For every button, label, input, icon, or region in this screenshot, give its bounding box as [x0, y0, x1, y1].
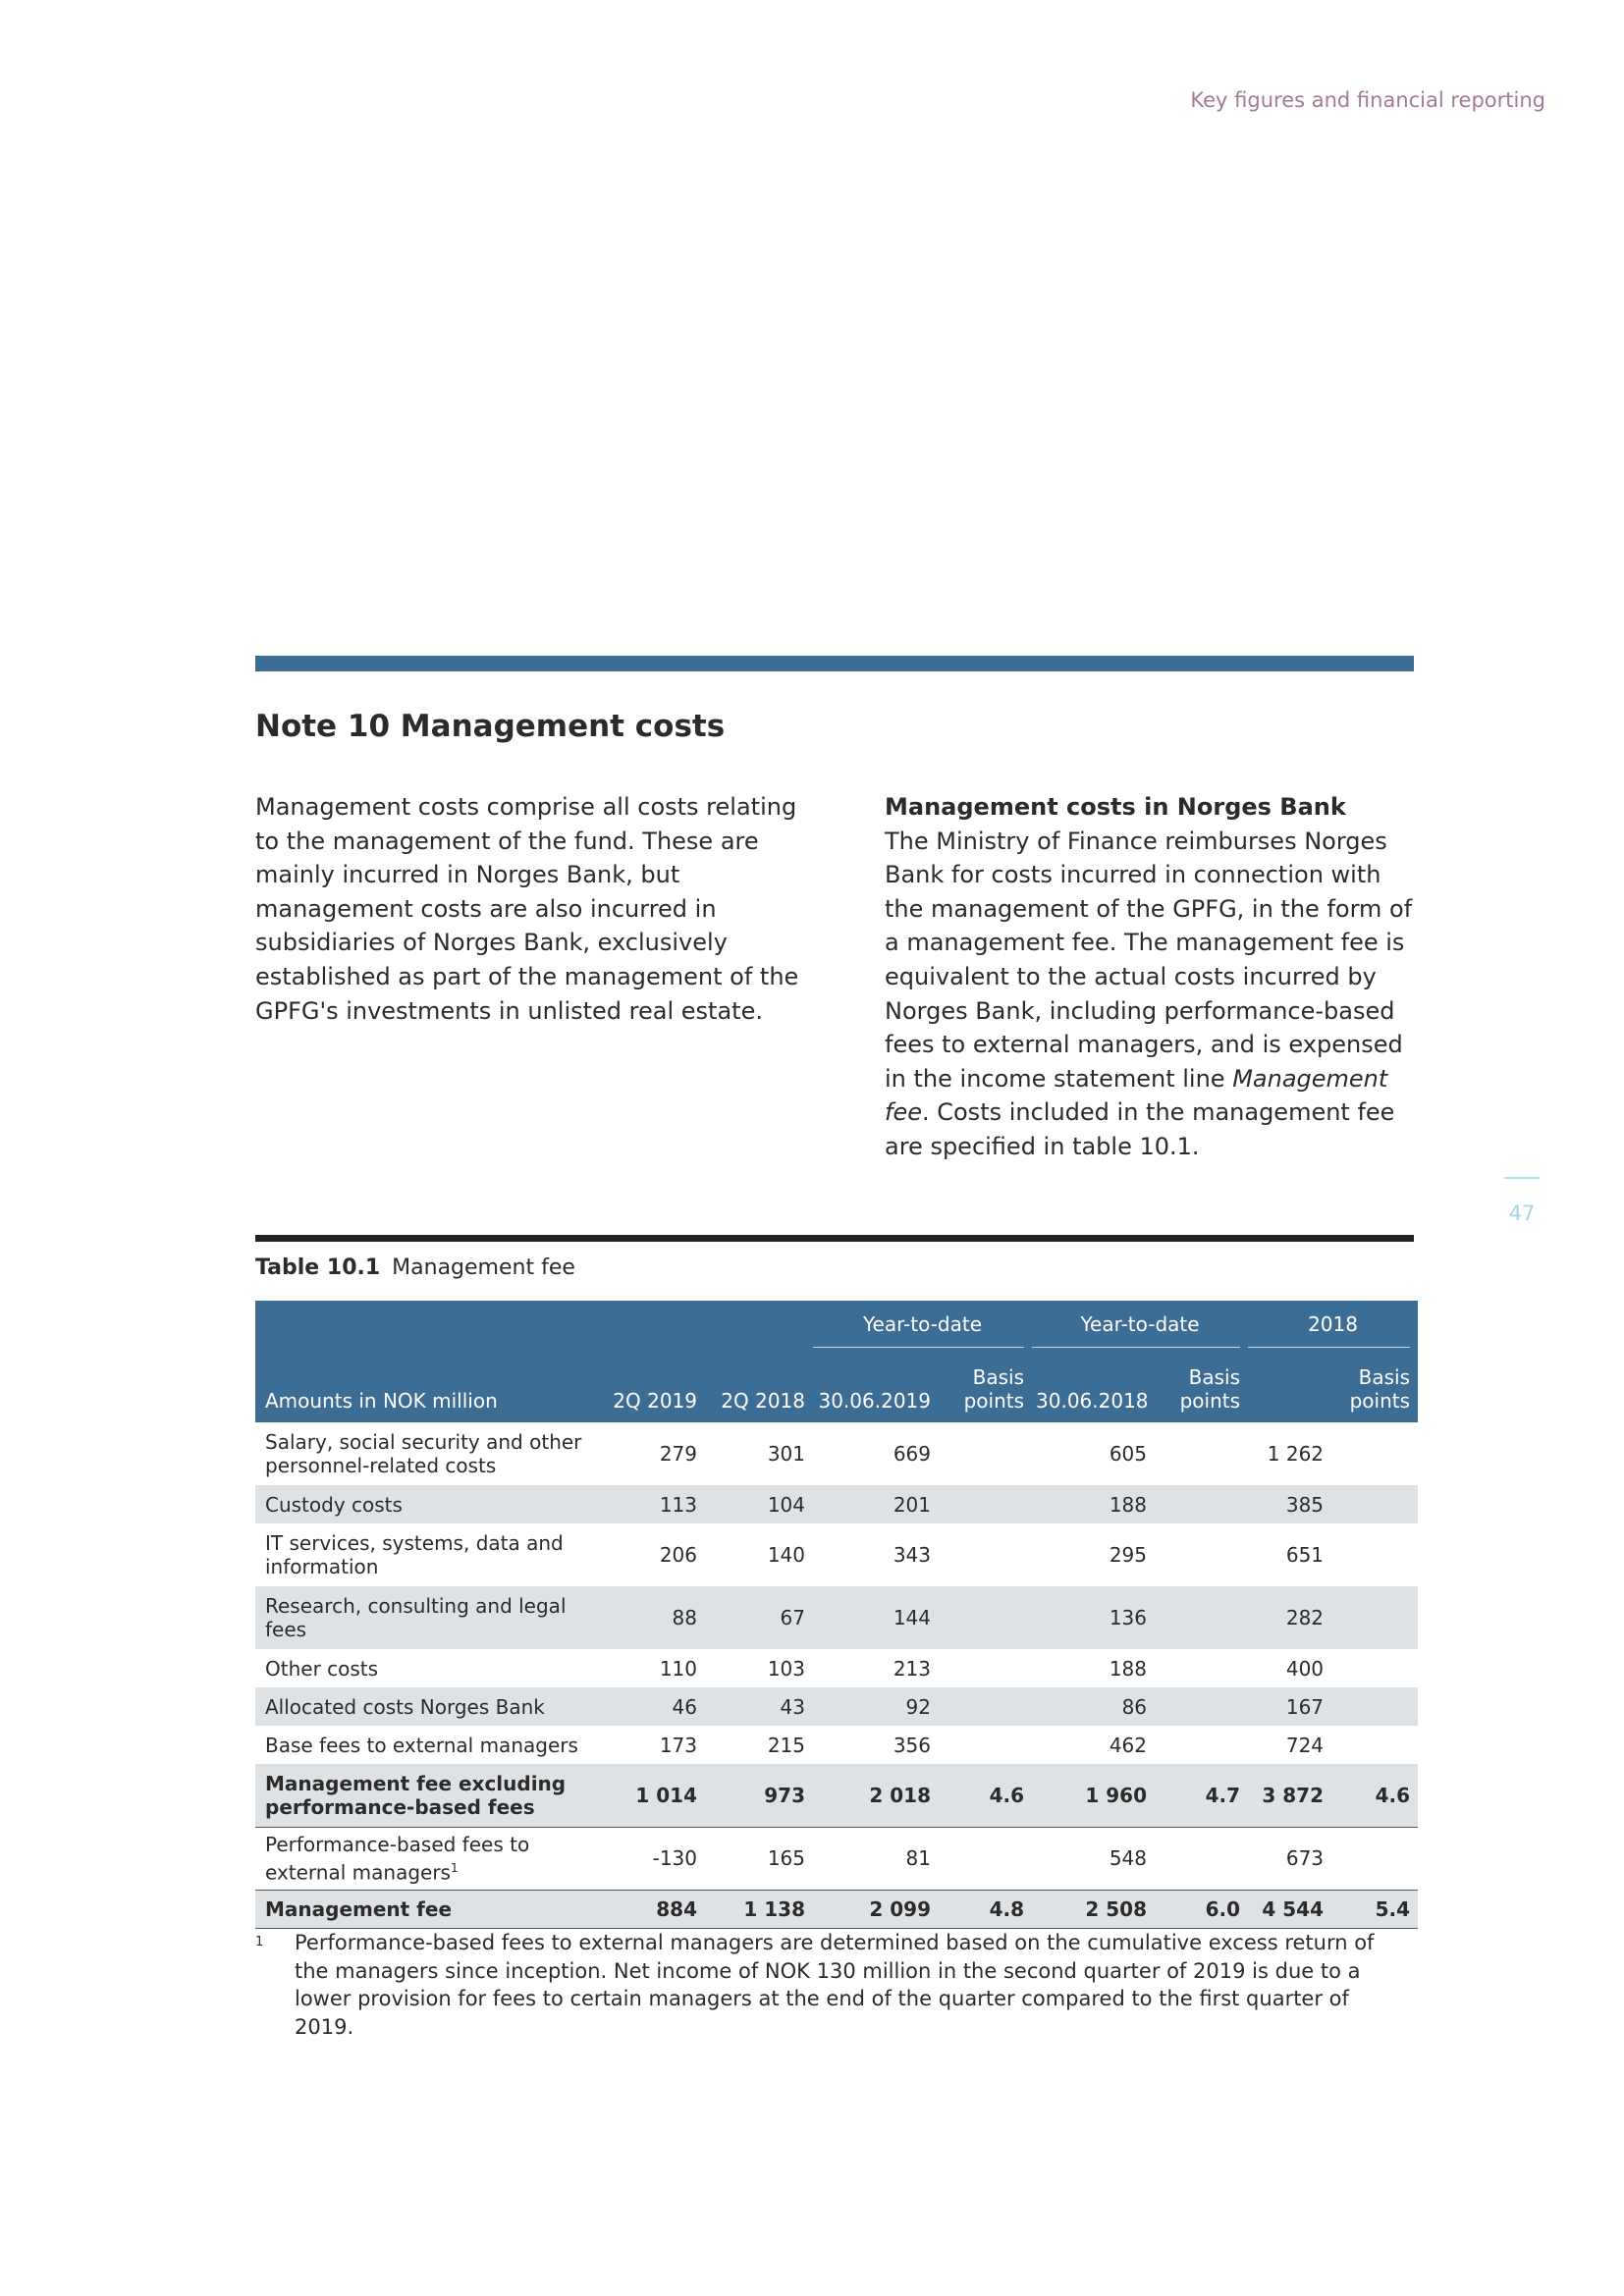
cell-year-2018: 651	[1285, 1543, 1325, 1567]
footnote-marker: 1	[255, 1935, 264, 1949]
cell-2q-2018: 1 138	[705, 1890, 813, 1928]
cell-bp-year	[1331, 1485, 1418, 1523]
table-row	[255, 1726, 1418, 1764]
cell-bp-year	[1331, 1726, 1418, 1764]
table-row	[255, 1422, 1418, 1485]
cell-2q-2019: 110	[659, 1656, 697, 1681]
cell-bp-2019: 4.8	[939, 1890, 1032, 1928]
cell-2q-2018: 973	[705, 1764, 813, 1827]
table-column-header-row	[255, 1348, 1418, 1422]
cell-2q-2019: 173	[659, 1733, 697, 1757]
cell-ytd-2019: 343	[893, 1543, 931, 1567]
cell-ytd-2018: 188	[1032, 1485, 1155, 1523]
cell-year-2018: 3 872	[1248, 1764, 1331, 1827]
left-column	[255, 790, 805, 1028]
cell-bp-year	[1331, 1649, 1418, 1687]
row-label: Allocated costs Norges Bank	[255, 1687, 597, 1726]
column-header-basis-points-2019: Basis points	[939, 1348, 1032, 1422]
cell-2q-2019: 46	[597, 1687, 705, 1726]
cell-year-2018: 400	[1285, 1656, 1325, 1681]
table-row-subtotal	[255, 1764, 1418, 1827]
cell-ytd-2019: 81	[813, 1827, 939, 1890]
cell-bp-2019	[939, 1422, 1032, 1485]
cell-ytd-2019: 356	[893, 1733, 931, 1757]
cell-ytd-2018: 188	[1109, 1656, 1148, 1681]
row-label: Base fees to external managers	[265, 1733, 578, 1757]
column-header-ytd-2019: 30.06.2019	[813, 1348, 939, 1422]
body-paragraph	[885, 825, 1415, 1164]
page-number-rule	[1504, 1177, 1540, 1179]
cell-2q-2019: 279	[659, 1442, 697, 1466]
cell-bp-2018	[1155, 1687, 1248, 1726]
cell-2q-2019: -130	[597, 1827, 705, 1890]
footnote	[255, 1929, 1414, 2041]
cell-bp-2018	[1155, 1827, 1248, 1890]
row-label: Management fee	[255, 1890, 597, 1928]
table-row-total	[255, 1890, 1418, 1928]
table-row	[255, 1649, 1418, 1687]
cell-bp-2018	[1155, 1726, 1248, 1764]
cell-ytd-2019: 92	[813, 1687, 939, 1726]
cell-2q-2019: 1 014	[597, 1764, 705, 1827]
cell-ytd-2019: 201	[813, 1485, 939, 1523]
cell-bp-2018	[1155, 1586, 1248, 1649]
table-row	[255, 1586, 1418, 1649]
cell-bp-year	[1331, 1827, 1418, 1890]
cell-2q-2018: 103	[767, 1656, 805, 1681]
cell-bp-2018: 4.7	[1155, 1764, 1248, 1827]
column-header-2q-2018: 2Q 2018	[705, 1348, 813, 1422]
management-fee-table	[255, 1301, 1418, 1929]
cell-ytd-2019: 2 099	[813, 1890, 939, 1928]
cell-2q-2018: 43	[705, 1687, 813, 1726]
cell-year-2018: 282	[1248, 1586, 1331, 1649]
cell-year-2018: 385	[1248, 1485, 1331, 1523]
page-number: 47	[1508, 1201, 1536, 1225]
body-text-before: The Ministry of Finance reimburses Norges Bank for costs incurred in connection with the management of the GPFG, in the form of a management fee. The management fee is equivalent to the actual costs incurred by Norges Bank, including performance-based fees to external managers, and is expensed in the income statement line	[885, 827, 1413, 1093]
cell-2q-2019: 88	[597, 1586, 705, 1649]
table-group-header-row	[255, 1301, 1418, 1348]
cell-bp-2019	[939, 1687, 1032, 1726]
cell-2q-2018: 301	[767, 1442, 805, 1466]
row-label: Salary, social security and other personnel-related costs	[265, 1430, 582, 1477]
cell-2q-2019: 884	[597, 1890, 705, 1928]
table-row	[255, 1485, 1418, 1523]
cell-2q-2019: 206	[659, 1543, 697, 1567]
cell-bp-2018	[1155, 1485, 1248, 1523]
cell-2q-2018: 140	[767, 1543, 805, 1567]
cell-bp-year: 4.6	[1331, 1764, 1418, 1827]
cell-ytd-2018: 2 508	[1032, 1890, 1155, 1928]
cell-bp-2019	[939, 1726, 1032, 1764]
row-label: Research, consulting and legal fees	[255, 1586, 597, 1649]
cell-year-2018: 4 544	[1248, 1890, 1331, 1928]
cell-year-2018: 1 262	[1267, 1442, 1325, 1466]
table-caption	[255, 1255, 575, 1280]
section-bar	[255, 656, 1414, 671]
row-label: Other costs	[265, 1656, 379, 1681]
column-header-ytd-2018: 30.06.2018	[1032, 1348, 1155, 1422]
cell-bp-2019: 4.6	[939, 1764, 1032, 1827]
note-title: Note 10 Management costs	[255, 709, 726, 744]
cell-bp-2019	[939, 1586, 1032, 1649]
cell-year-2018: 673	[1248, 1827, 1331, 1890]
cell-ytd-2018: 605	[1109, 1442, 1148, 1466]
cell-ytd-2019: 2 018	[813, 1764, 939, 1827]
cell-bp-2018: 6.0	[1155, 1890, 1248, 1928]
cell-ytd-2018: 295	[1109, 1543, 1148, 1567]
cell-2q-2019: 113	[597, 1485, 705, 1523]
cell-ytd-2018: 1 960	[1032, 1764, 1155, 1827]
table-row	[255, 1523, 1418, 1586]
subheading: Management costs in Norges Bank	[885, 793, 1346, 821]
cell-bp-2018	[1155, 1649, 1248, 1687]
group-header-ytd-2019: Year-to-date	[813, 1301, 1032, 1348]
cell-bp-year	[1331, 1422, 1418, 1485]
cell-ytd-2019: 213	[893, 1656, 931, 1681]
table-caption-number: Table 10.1	[255, 1255, 381, 1280]
cell-year-2018: 724	[1285, 1733, 1325, 1757]
body-text-after: . Costs included in the management fee are specified in table 10.1.	[885, 1098, 1395, 1160]
cell-2q-2018: 67	[705, 1586, 813, 1649]
cell-ytd-2018: 548	[1032, 1827, 1155, 1890]
group-header-2018: 2018	[1248, 1301, 1418, 1348]
column-header-basis-points-2018: Basis points	[1155, 1348, 1248, 1422]
column-header-label: Amounts in NOK million	[255, 1348, 597, 1422]
row-label: Performance-based fees to external managers$^1$	[255, 1827, 597, 1890]
cell-year-2018: 167	[1248, 1687, 1331, 1726]
table-top-rule	[255, 1235, 1414, 1242]
cell-ytd-2018: 86	[1032, 1687, 1155, 1726]
cell-ytd-2018: 462	[1109, 1733, 1148, 1757]
row-label: Custody costs	[255, 1485, 597, 1523]
column-header-basis-points-year: Basis points	[1331, 1348, 1418, 1422]
cell-2q-2018: 165	[705, 1827, 813, 1890]
right-column	[885, 790, 1415, 1164]
cell-bp-2019	[939, 1523, 1032, 1586]
cell-ytd-2019: 144	[813, 1586, 939, 1649]
column-header-year-2018	[1248, 1348, 1331, 1422]
cell-bp-year	[1331, 1586, 1418, 1649]
cell-bp-year	[1331, 1523, 1418, 1586]
cell-ytd-2018: 136	[1032, 1586, 1155, 1649]
table-row	[255, 1827, 1418, 1890]
row-label: IT services, systems, data and information	[265, 1531, 564, 1578]
cell-bp-2019	[939, 1485, 1032, 1523]
group-header-ytd-2018: Year-to-date	[1032, 1301, 1248, 1348]
body-text-italic: Management fee	[885, 1064, 1388, 1127]
cell-ytd-2019: 669	[893, 1442, 931, 1466]
footnote-reference: 1	[450, 1860, 459, 1875]
cell-2q-2018: 104	[705, 1485, 813, 1523]
row-label: Management fee excluding performance-based fees	[255, 1764, 597, 1827]
cell-bp-year: 5.4	[1331, 1890, 1418, 1928]
intro-paragraph: Management costs comprise all costs relating to the management of the fund. These are mainly incurred in Norges Bank, but management costs are also incurred in subsidiaries of Norges Bank, exclusively established as part of the management of the GPFG's investments in unlisted real estate.	[255, 793, 799, 1025]
table-row	[255, 1687, 1418, 1726]
cell-bp-2019	[939, 1649, 1032, 1687]
table-caption-title: Management fee	[392, 1255, 575, 1280]
footnote-text: Performance-based fees to external managers are determined based on the cumulative excess return of the managers since inception. Net income of NOK 130 million in the second quarter of 2019 is due to a lower provision for fees to certain managers at the end of the quarter compared to the first quarter of 2019.	[295, 1931, 1375, 2039]
running-header: Key figures and financial reporting	[1190, 88, 1545, 112]
cell-bp-2019	[939, 1827, 1032, 1890]
cell-bp-year	[1331, 1687, 1418, 1726]
cell-2q-2018: 215	[767, 1733, 805, 1757]
column-header-2q-2019: 2Q 2019	[597, 1348, 705, 1422]
cell-bp-2018	[1155, 1422, 1248, 1485]
cell-bp-2018	[1155, 1523, 1248, 1586]
